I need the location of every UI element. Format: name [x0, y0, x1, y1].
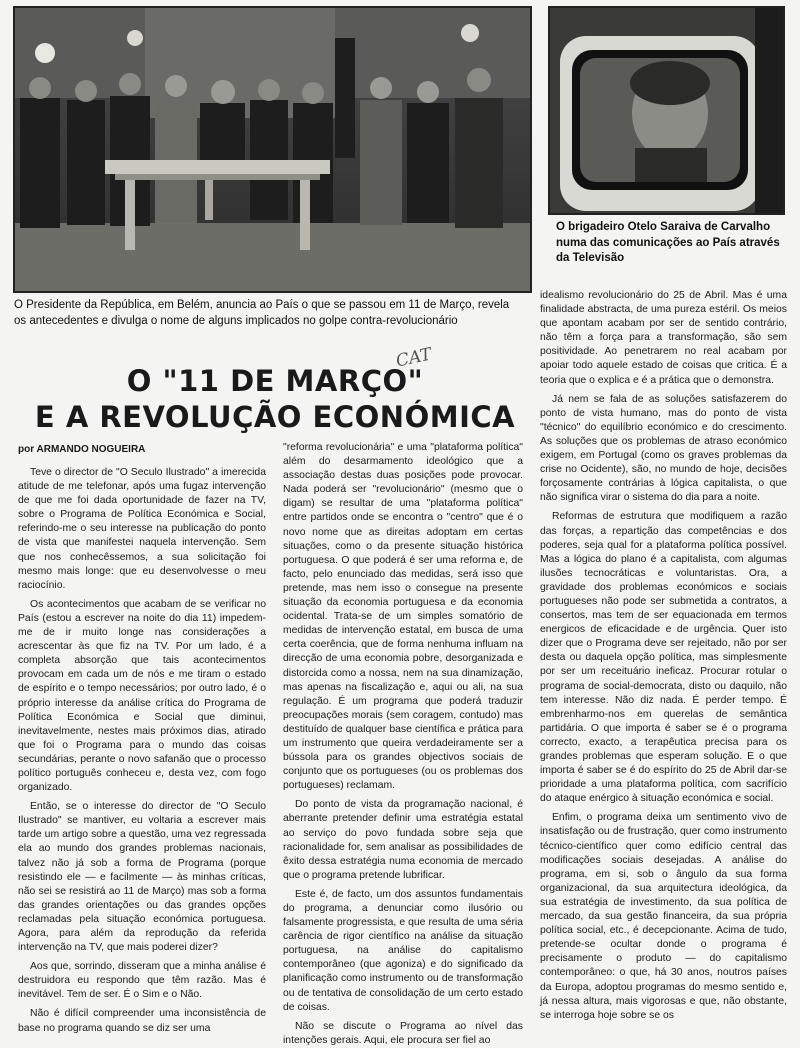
photo-icon: [550, 8, 783, 213]
paragraph: Aos que, sorrindo, disseram que a minha análise é destruidora eu respondo que têm razão. Mas é inevitável. Tem de ser. É o Sim e o Não.: [18, 961, 266, 1001]
paragraph: Não é difícil compreender uma inconsistência de base no programa quando se diz ser uma: [18, 1008, 266, 1034]
press-conference-photo: [13, 6, 532, 293]
article-column-1: [18, 466, 266, 1034]
paragraph: Os acontecimentos que acabam de se verificar no País (estou a escrever na noite do dia 11) impedem-me de ir muito longe nas considerações a acrescentar às que fiz na TV. Por um lado, é a completa absorção que tais acontecimentos provocam em cada um de nós e me tiram o estado de espírito e o tempo necessários; por outro lado, é o próprio interesse da análise crítica do Programa de Política Económica e Social que diminui, inevitavelmente, nestes mais próximos dias, atirado que foi o Programa para o mundo das coisas secundárias, perante o novo safanão que o processo político português conheceu e, desta vez, com fogo organizado.: [18, 598, 266, 794]
paragraph: Já nem se fala de as soluções satisfazerem do ponto de vista humano, mas do ponto de vista "técnico" do equilíbrio económico e do crescimento. As soluções que os problemas de atraso económico exigem, em Portugal (como os graves problemas da crise no Ocidente), são, no mundo de hoje, decisões forçosamente contrárias à lógica capitalista, o que não significa virar o sistema do dia para a noite.: [540, 393, 787, 504]
paragraph: Teve o director de "O Seculo Ilustrado" a imerecida atitude de me telefonar, após uma fugaz intervenção de que me foi dada oportunidade de fazer na TV, sobre o Programa de Política Económica e Social, referindo-me o seu interesse na publicação do ponto de vista que manifestei naquela intervenção. Sem que nos conhecêssemos, a sua solicitação foi mesmo mais longe: que eu desenvolvesse o meu raciocínio.: [18, 467, 266, 591]
television-photo: [548, 6, 785, 215]
paragraph: Não se discute o Programa ao nível das intenções gerais. Aqui, ele procura ser fiel ao: [283, 1020, 523, 1046]
paragraph: Então, se o interesse do director de "O Seculo Ilustrado" se mantiver, eu voltaria a escrever mais tarde um artigo sobre a questão, uma vez regressada ela ao mundo dos grandes problemas nacionais, talvez não já sob a forma de Programa (porque resistindo ele — e facilmente — às minhas críticas, não sei se resistirá ao 11 de Março) mas sob a forma das grandes orientações ou das grandes opções reclamadas pela situação económica portuguesa. Agora, para além da reprodução da referida intervenção na TV, que mais poderei dizer?: [18, 801, 266, 954]
paragraph: idealismo revolucionário do 25 de Abril. Mas é uma finalidade abstracta, de uma pureza estéril. Os meios que apontam acabam por ser de sentido contrário, não têm a força para a transformação, são sem positividade. Ao penetrarem no real acabam por apoiar todo aquele estado de coisas que critica. É a teoria que o explica e é a prática que o demonstra.: [540, 290, 787, 386]
headline-line-2: E A REVOLUÇÃO ECONÓMICA: [34, 400, 516, 434]
paragraph: Este é, de facto, um dos assuntos fundamentais do programa, a denunciar como ilusório ou falsamente progressista, e que resulta de uma séria carência de rigor científico na análise da situação portuguesa, na análise do capitalismo contemporâneo (que agoniza) e do significado da planificação como instrumento ou de transformação ou de tentativa de consolidação de um certo estado de coisas.: [283, 888, 523, 1013]
paragraph: Enfim, o programa deixa um sentimento vivo de insatisfação ou de frustração, quer como instrumento técnico-científico quer como edifício central das modificações sociais desejadas. A análise do programa, em si, sob o ângulo da sua forma organizacional, da sua arquitectura ideológica, da sua estratégia de investimento, da sua política de mercado, da sua gestão financeira, da sua própria política social, etc., é decepcionante. Acima de tudo, pretende-se ocultar donde o programa é precisamente o produto — do capitalismo contemporâneo: o que, há 30 anos, noutros países da Europa, adoptou programas do mesmo sentido e, já nessa altura, mais vigorosas e que, não obstante, se interroga hoje sobre se os: [540, 812, 787, 1021]
paragraph: Reformas de estrutura que modifiquem a razão das forças, a repartição das competências e dos poderes, seja qual for a plataforma política possível. Mas a lógica do plano é a capitalista, com algumas ilusões tecnocráticas e voluntaristas. Ora, a gravidade dos problemas económicos e sociais portugueses não pode ser submetida a contratos, a consertos, mas tem de ser equacionada em termos energicos de eficacidade e de urgência. Quer isto dizer que o Programa deve ser rejeitado, não por ser desta ou daquela opção política, mas simplesmente por ser um receituário ineficaz. Procurar rotular o programa de social-democrata, disto ou daquilo, não tem interesse. Não diz nada. É perder tempo. É embrenharmo-nos em querelas de semântica partidária. O que importa é saber se é o programa correcto, exacto, a terapêutica precisa para os grandes problemas que esperam solução. E o que importa é saber se é do espírito do 25 de Abril dar-se prioridade a uma plataforma política, com sacrifício do ataque enérgico à situação económica e social.: [540, 511, 787, 805]
article-column-3: [540, 289, 787, 1021]
paragraph: "reforma revolucionária" e uma "plataforma política" além do desarmamento ideológico que a associação destas duas posições pode provocar. Nada poderá ser "revolucionário" (mesmo que o digam) se resultar de uma "plataforma política" entre partidos onde se encontra o "centro" que é o novo nome que as direitas adoptam em certas situações, como o da presente situação histórica portuguesa. O que poderá é ser uma reforma e, de facto, pelo enunciado das medidas, será isso que pretende, mas nem isso o consegue na presente situação da economia portuguesa e da economia ocidental. Trata-se de um simples somatório de medidas de intervenção estatal, em busca de uma certa coerência, que de forma nenhuma influam na direcção de uma economia pobre, desorganizada e distorcida como a nossa, nem na sua dinamização, mas apenas na fiscalização e, aqui ou ali, na sua regulação. É um programa que poderá traduzir preocupações morais (sem coragem, contudo) mas destituído de qualquer base científica e prática para um instrumento que queira verdadeiramente ser a bússola para os grandes objectivos sociais de conjunto que os portugueses (ou os problemas dos portugueses) reclamam.: [283, 442, 523, 792]
article-column-2: [283, 441, 523, 1046]
paragraph: Do ponto de vista da programação nacional, é aberrante pretender definir uma estratégia estatal ao serviço do povo fundada sobre seja que racionalidade for, sem analisar as possibilidades de êxito dessa estratégia numa economia de mercado que o programa pretende lubrificar.: [283, 799, 523, 881]
handwritten-note: CAT: [394, 344, 434, 372]
photo-caption-left: O Presidente da República, em Belém, anuncia ao País o que se passou em 11 de Março, revela os antecedentes e divulga o nome de alguns implicados no golpe contra-revolucionário: [14, 299, 510, 327]
headline-line-1: O "11 DE MARÇO": [126, 364, 424, 398]
photo-icon: [15, 8, 530, 291]
byline: por ARMANDO NOGUEIRA: [18, 444, 146, 455]
photo-caption-right: O brigadeiro Otelo Saraiva de Carvalho numa das comunicações ao País através da Televisão: [556, 221, 780, 264]
